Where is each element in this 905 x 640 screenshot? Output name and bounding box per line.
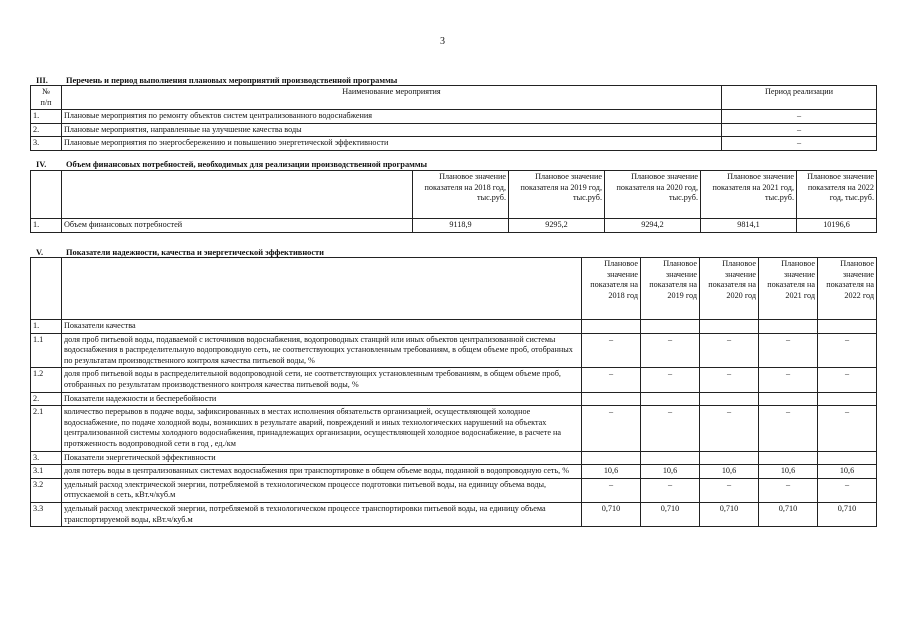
value-cell: –	[582, 406, 641, 451]
value-cell: –	[641, 478, 700, 502]
value-cell: –	[759, 406, 818, 451]
row-num: 2.	[31, 392, 62, 406]
empty-cell	[641, 320, 700, 334]
table-row	[31, 406, 877, 451]
row-name: удельный расход электрической энергии, потребляемой в технологическом процессе подготовки питьевой воды, на единицу объема воды, отпускаемой в сеть, кВт.ч/куб.м	[62, 478, 582, 502]
table-row	[31, 110, 877, 124]
value-cell: 0,710	[759, 502, 818, 526]
section5-title	[36, 248, 324, 257]
value-cell: –	[759, 333, 818, 368]
empty-cell	[818, 320, 877, 334]
empty-cell	[700, 451, 759, 465]
row-name: удельный расход электрической энергии, потребляемой в технологическом процессе транспортировки питьевой воды, на единицу объема транспортируемой воды, кВт.ч/куб.м	[62, 502, 582, 526]
section3-number: III.	[36, 76, 48, 85]
value-cell: –	[818, 478, 877, 502]
row-name: доля проб питьевой воды, подаваемой с источников водоснабжения, водопроводных станций или иных объектов централизованной системы водоснабжения в распределительную водопроводную сеть, не соответствующих установленным требованиям, в общем объеме проб, отобранных по результатам производственного контроля качества питьевой воды, %	[62, 333, 582, 368]
group-name: Показатели надежности и бесперебойности	[62, 392, 582, 406]
value-cell: –	[582, 478, 641, 502]
value-cell: 9118,9	[413, 219, 509, 233]
row-num: 1.	[31, 219, 62, 233]
section4-header-2020: Плановое значение показателя на 2020 год, тыс.руб.	[605, 171, 701, 219]
row-name: доля потерь воды в централизованных системах водоснабжения при транспортировке в общем объеме воды, поданной в водопроводную сеть, %	[62, 465, 582, 479]
value-cell: 10,6	[759, 465, 818, 479]
empty-cell	[759, 320, 818, 334]
row-num: 1.	[31, 320, 62, 334]
section5-title-text: Показатели надежности, качества и энергетической эффективности	[66, 248, 324, 257]
group-row	[31, 320, 877, 334]
section3-table	[30, 85, 877, 151]
row-num: 3.	[31, 137, 62, 151]
empty-cell	[700, 392, 759, 406]
value-cell: 10,6	[641, 465, 700, 479]
value-cell: 0,710	[582, 502, 641, 526]
value-cell: –	[818, 333, 877, 368]
section5-table	[30, 257, 877, 527]
value-cell: 10196,6	[797, 219, 877, 233]
empty-cell	[818, 451, 877, 465]
table-row	[31, 502, 877, 526]
row-name: доля проб питьевой воды в распределительной водопроводной сети, не соответствующих установленным требованиям, в общем объеме проб, отобранных по результатам производственного контроля качества питьевой воды, %	[62, 368, 582, 392]
row-num: 2.	[31, 123, 62, 137]
section3-title	[36, 76, 397, 85]
group-row	[31, 392, 877, 406]
section5-body	[31, 320, 877, 527]
row-num: 1.1	[31, 333, 62, 368]
section3-header-period: Период реализации	[722, 86, 877, 110]
value-cell: 9814,1	[701, 219, 797, 233]
section4-header-2019: Плановое значение показателя на 2019 год, тыс.руб.	[509, 171, 605, 219]
row-name: количество перерывов в подаче воды, зафиксированных в местах исполнения обязательств организацией, осуществляющей холодное водоснабжение, по подаче холодной воды, возникших в результате аварий, повреждений и иных технологических нарушений на объектах централизованной системы холодного водоснабжения, принадлежащих организации, осуществляющей холодное водоснабжение, в расчете на протяженность водопроводной сети в год , ед./км	[62, 406, 582, 451]
value-cell: –	[700, 333, 759, 368]
empty-cell	[641, 392, 700, 406]
value-cell: 0,710	[700, 502, 759, 526]
value-cell: 0,710	[818, 502, 877, 526]
value-cell: 10,6	[582, 465, 641, 479]
empty-cell	[641, 451, 700, 465]
table-row	[31, 123, 877, 137]
empty-cell	[700, 320, 759, 334]
value-cell: –	[700, 368, 759, 392]
section5-header-2021: Плановое значение показателя на 2021 год	[759, 258, 818, 320]
value-cell: –	[700, 478, 759, 502]
section4-title	[36, 160, 427, 169]
section5-header-2020: Плановое значение показателя на 2020 год	[700, 258, 759, 320]
value-cell: –	[818, 406, 877, 451]
empty-cell	[818, 392, 877, 406]
row-name: Плановые мероприятия, направленные на улучшение качества воды	[62, 123, 722, 137]
value-cell: 9294,2	[605, 219, 701, 233]
row-num: 3.3	[31, 502, 62, 526]
section5-header-2022: Плановое значение показателя на 2022 год	[818, 258, 877, 320]
value-cell: –	[700, 406, 759, 451]
value-cell: 10,6	[700, 465, 759, 479]
empty-cell	[582, 320, 641, 334]
value-cell: –	[818, 368, 877, 392]
section5-header-row	[31, 258, 877, 320]
value-cell: –	[641, 333, 700, 368]
table-row	[31, 219, 877, 233]
page-number: 3	[440, 36, 445, 47]
row-num: 1.	[31, 110, 62, 124]
section4-header-2022: Плановое значение показателя на 2022 год, тыс.руб.	[797, 171, 877, 219]
row-period: –	[722, 137, 877, 151]
value-cell: –	[759, 368, 818, 392]
empty-cell	[759, 451, 818, 465]
row-name: Плановые мероприятия по ремонту объектов систем централизованного водоснабжения	[62, 110, 722, 124]
section4-number: IV.	[36, 160, 47, 169]
section3-header-name: Наименование мероприятия	[62, 86, 722, 110]
empty-cell	[582, 451, 641, 465]
table-row	[31, 333, 877, 368]
group-name: Показатели качества	[62, 320, 582, 334]
section4-header-row	[31, 171, 877, 219]
value-cell: –	[582, 333, 641, 368]
section3-title-text: Перечень и период выполнения плановых мероприятий производственной программы	[66, 76, 398, 85]
value-cell: –	[641, 368, 700, 392]
row-period: –	[722, 110, 877, 124]
section5-header-2019: Плановое значение показателя на 2019 год	[641, 258, 700, 320]
row-num: 3.1	[31, 465, 62, 479]
section4-table	[30, 170, 877, 233]
table-row	[31, 478, 877, 502]
value-cell: –	[641, 406, 700, 451]
row-name: Объем финансовых потребностей	[62, 219, 413, 233]
section5-header-2018: Плановое значение показателя на 2018 год	[582, 258, 641, 320]
value-cell: –	[582, 368, 641, 392]
section3-header-num: № п/п	[31, 86, 62, 110]
value-cell: –	[759, 478, 818, 502]
group-name: Показатели энергетической эффективности	[62, 451, 582, 465]
row-num: 2.1	[31, 406, 62, 451]
value-cell: 9295,2	[509, 219, 605, 233]
section4-header-2018: Плановое значение показателя на 2018 год, тыс.руб.	[413, 171, 509, 219]
value-cell: 0,710	[641, 502, 700, 526]
row-period: –	[722, 123, 877, 137]
empty-cell	[759, 392, 818, 406]
table-row	[31, 137, 877, 151]
section4-header-2021: Плановое значение показателя на 2021 год, тыс.руб.	[701, 171, 797, 219]
table-row	[31, 465, 877, 479]
section4-title-text: Объем финансовых потребностей, необходимых для реализации производственной программы	[66, 160, 428, 169]
section3-header-row	[31, 86, 877, 110]
value-cell: 10,6	[818, 465, 877, 479]
row-num: 3.	[31, 451, 62, 465]
group-row	[31, 451, 877, 465]
row-num: 1.2	[31, 368, 62, 392]
section5-number: V.	[36, 248, 44, 257]
row-num: 3.2	[31, 478, 62, 502]
table-row	[31, 368, 877, 392]
empty-cell	[582, 392, 641, 406]
row-name: Плановые мероприятия по энергосбережению и повышению энергетической эффективности	[62, 137, 722, 151]
